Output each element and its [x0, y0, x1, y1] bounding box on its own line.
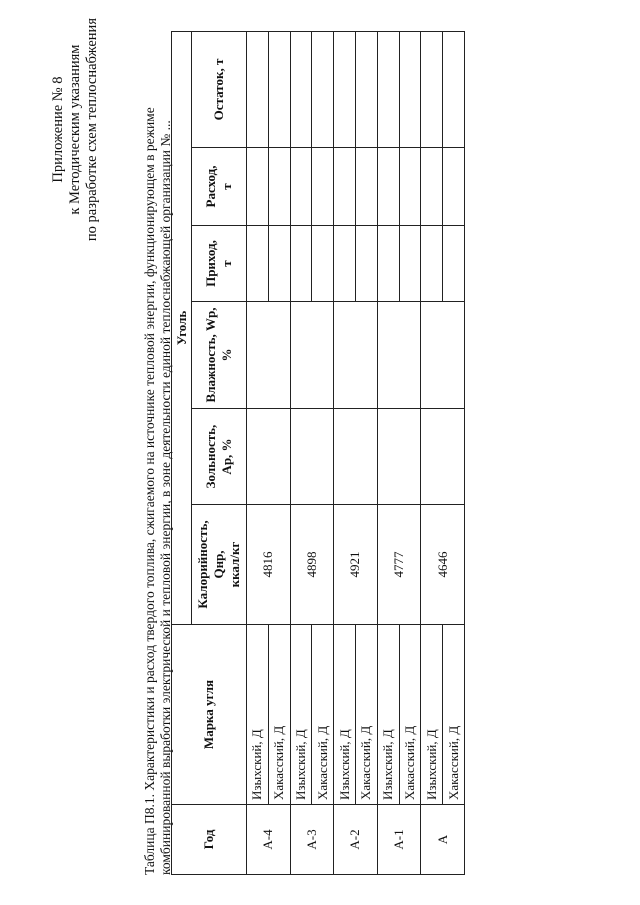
income-cell: [334, 226, 356, 302]
col-header-income: Приход, т: [192, 226, 247, 302]
table-row: [377, 31, 399, 874]
balance-cell: [334, 31, 356, 147]
year-cell: A-2: [334, 805, 378, 875]
income-cell: [421, 226, 443, 302]
income-cell: [268, 226, 290, 302]
coal-table: [171, 31, 465, 875]
year-cell: A-4: [247, 805, 291, 875]
ash-cell: [247, 409, 291, 505]
col-header-calorific: Калорийность, Qнр, ккал/кг: [192, 505, 247, 625]
moisture-cell: [290, 302, 334, 409]
calorific-cell: 4898: [290, 505, 334, 625]
ash-cell: [290, 409, 334, 505]
header-row-1: [172, 31, 192, 874]
mark-cell: Изыхский, Д: [421, 625, 443, 805]
income-cell: [312, 226, 334, 302]
moisture-cell: [421, 302, 465, 409]
expense-cell: [355, 148, 377, 226]
mark-cell: Хакасский, Д: [355, 625, 377, 805]
col-header-balance: Остаток, т: [192, 31, 247, 147]
appendix-subtitle-2: по разработке схем теплоснабжения: [84, 18, 100, 242]
mark-cell: Изыхский, Д: [247, 625, 269, 805]
appendix-subtitle: к Методическим указаниям: [67, 44, 83, 215]
income-cell: [290, 226, 312, 302]
income-cell: [247, 226, 269, 302]
balance-cell: [312, 31, 334, 147]
col-header-ash: Зольность, Ap, %: [192, 409, 247, 505]
col-header-mark: Марка угля: [172, 625, 247, 805]
table-row: [247, 31, 269, 874]
expense-cell: [421, 148, 443, 226]
ash-cell: [421, 409, 465, 505]
year-cell: A: [421, 805, 465, 875]
calorific-cell: 4816: [247, 505, 291, 625]
table-row: [421, 31, 443, 874]
income-cell: [355, 226, 377, 302]
expense-cell: [247, 148, 269, 226]
year-cell: A-1: [377, 805, 421, 875]
ash-cell: [377, 409, 421, 505]
moisture-cell: [377, 302, 421, 409]
calorific-cell: 4921: [334, 505, 378, 625]
appendix-number: Приложение № 8: [50, 76, 66, 183]
mark-cell: Изыхский, Д: [290, 625, 312, 805]
balance-cell: [377, 31, 399, 147]
moisture-cell: [247, 302, 291, 409]
mark-cell: Изыхский, Д: [377, 625, 399, 805]
balance-cell: [247, 31, 269, 147]
expense-cell: [377, 148, 399, 226]
balance-cell: [290, 31, 312, 147]
col-header-expense: Расход, т: [192, 148, 247, 226]
expense-cell: [290, 148, 312, 226]
table-row: [290, 31, 312, 874]
mark-cell: Хакасский, Д: [443, 625, 465, 805]
calorific-cell: 4646: [421, 505, 465, 625]
mark-cell: Хакасский, Д: [399, 625, 421, 805]
expense-cell: [443, 148, 465, 226]
mark-cell: Хакасский, Д: [268, 625, 290, 805]
mark-cell: Изыхский, Д: [334, 625, 356, 805]
balance-cell: [355, 31, 377, 147]
income-cell: [377, 226, 399, 302]
caption-underlined-text: электрической и тепловой энергии, в зоне деятельности единой теплоснабжающей организации № ...: [158, 120, 173, 704]
expense-cell: [268, 148, 290, 226]
col-header-moisture: Влажность, Wp, %: [192, 302, 247, 409]
calorific-cell: 4777: [377, 505, 421, 625]
table-row: [334, 31, 356, 874]
mark-cell: Хакасский, Д: [312, 625, 334, 805]
appendix-header: [50, 18, 101, 241]
income-cell: [443, 226, 465, 302]
balance-cell: [399, 31, 421, 147]
caption-text: Таблица П8.1. Характеристики и расход твердого топлива, сжигаемого на источнике тепловой энергии, функционирующем в режиме комбинированной выработки: [142, 107, 173, 875]
col-header-group-coal: Уголь: [172, 31, 192, 624]
expense-cell: [399, 148, 421, 226]
expense-cell: [312, 148, 334, 226]
ash-cell: [334, 409, 378, 505]
balance-cell: [268, 31, 290, 147]
income-cell: [399, 226, 421, 302]
col-header-year: Год: [172, 805, 247, 875]
balance-cell: [421, 31, 443, 147]
moisture-cell: [334, 302, 378, 409]
expense-cell: [334, 148, 356, 226]
balance-cell: [443, 31, 465, 147]
table-caption: [142, 35, 174, 875]
year-cell: A-3: [290, 805, 334, 875]
